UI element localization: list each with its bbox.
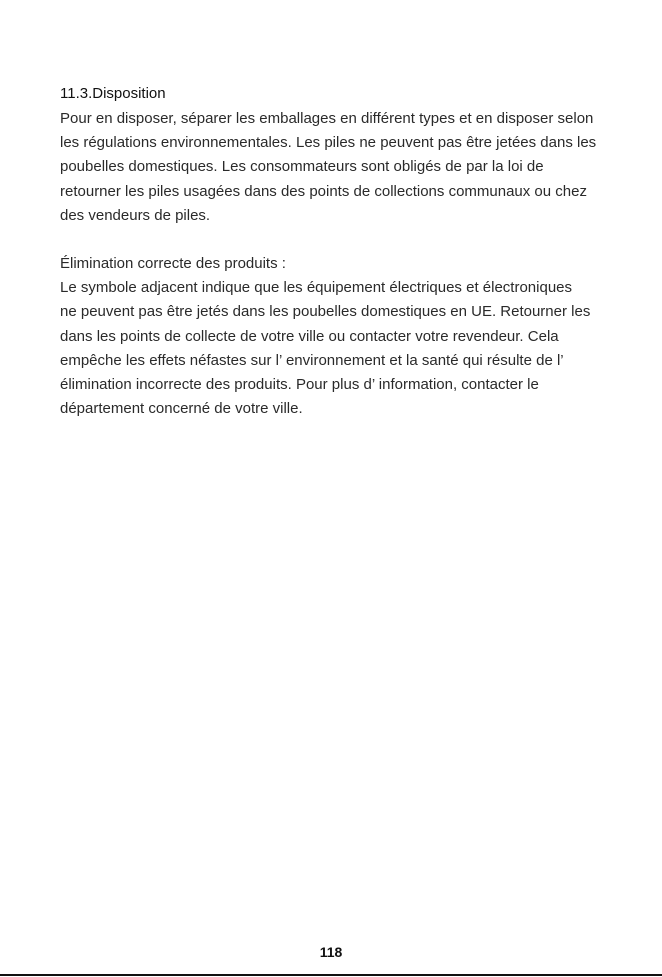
paragraph-line: retourner les piles usagées dans des points de collections communaux ou chez: [60, 182, 587, 200]
paragraph-line: empêche les effets néfastes sur l’ environnement et la santé qui résulte de l’: [60, 351, 564, 369]
bottom-rule: [0, 974, 662, 976]
paragraph-line: département concerné de votre ville.: [60, 400, 303, 418]
paragraph-line: ne peuvent pas être jetés dans les poubelles domestiques en UE. Retourner les: [60, 303, 591, 321]
paragraph-line: des vendeurs de piles.: [60, 206, 211, 224]
paragraph-line: élimination incorrecte des produits. Pour plus d’ information, contacter le: [60, 376, 539, 394]
paragraph-line: Pour en disposer, séparer les emballages en différent types et en disposer selon: [60, 110, 594, 127]
paragraph-line: les régulations environnementales. Les piles ne peuvent pas être jetées dans les: [60, 134, 597, 152]
page-number: 118: [319, 944, 343, 960]
disposition-paragraph: [60, 107, 620, 228]
paragraph-line: Le symbole adjacent indique que les équipement électriques et électroniques: [60, 279, 572, 297]
section-heading: 11.3.Disposition: [60, 85, 166, 102]
elimination-paragraph: [60, 252, 620, 421]
section-content: [60, 84, 620, 421]
paragraph-line: dans les points de collecte de votre ville ou contacter votre revendeur. Cela: [60, 327, 559, 345]
paragraph-spacer: [60, 228, 620, 252]
paragraph-line: Élimination correcte des produits :: [60, 255, 286, 273]
paragraph-line: poubelles domestiques. Les consommateurs sont obligés de par la loi de: [60, 158, 544, 176]
